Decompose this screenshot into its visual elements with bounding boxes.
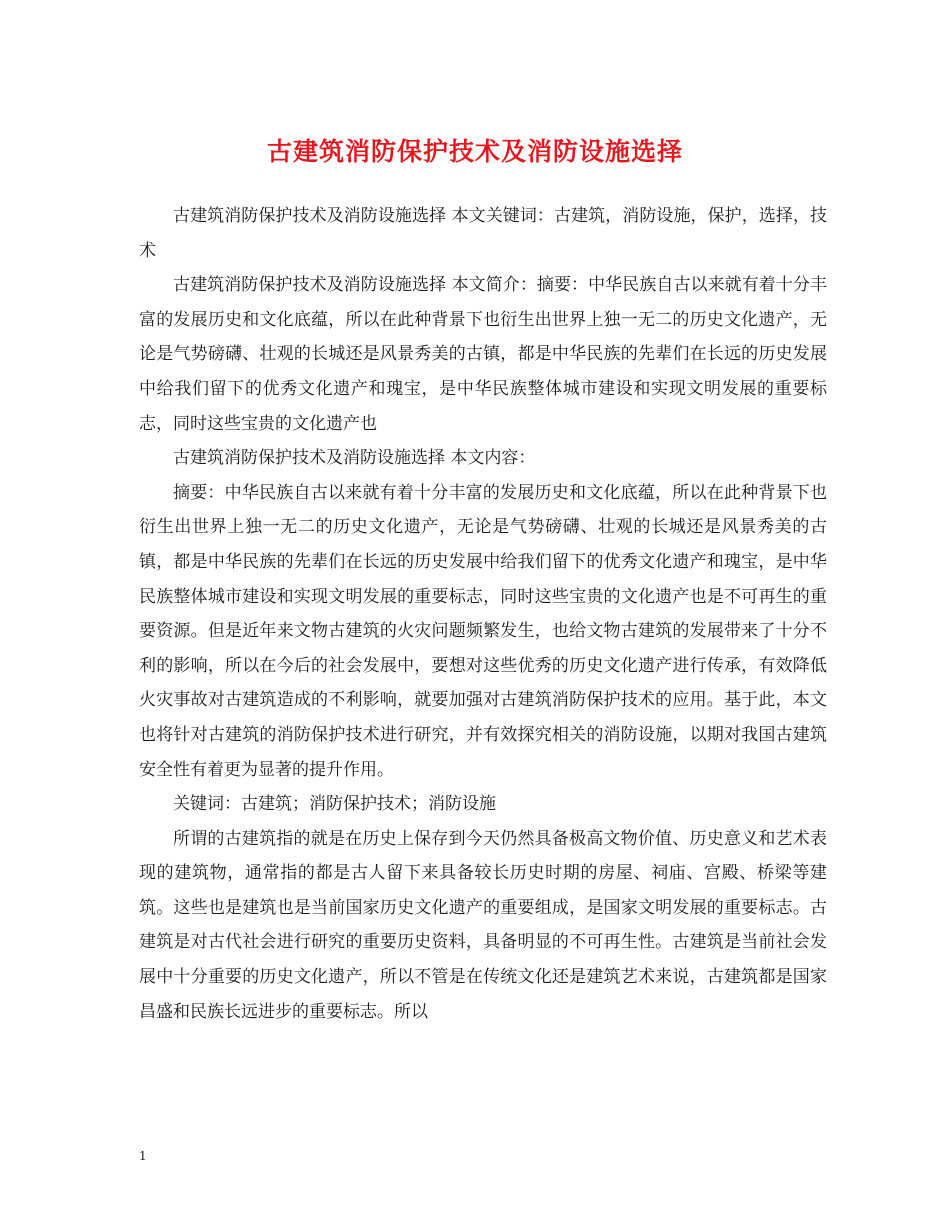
paragraph-summary-intro: 古建筑消防保护技术及消防设施选择 本文简介：摘要：中华民族自古以来就有着十分丰富的发展历史和文化底蕴，所以在此种背景下也衍生出世界上独一无二的历史文化遗产，无论是气势磅礴、壮观的长城还是风景秀美的古镇，都是中华民族的先辈们在长远的历史发展中给我们留下的优秀文化遗产和瑰宝，是中华民族整体城市建设和实现文明发展的重要标志，同时这些宝贵的文化遗产也 (139, 275, 827, 434)
paragraph-content-intro: 古建筑消防保护技术及消防设施选择 本文内容： (173, 448, 536, 469)
paragraph-keywords-intro: 古建筑消防保护技术及消防设施选择 本文关键词：古建筑，消防设施，保护，选择，技术 (139, 206, 827, 261)
paragraph-main-text: 所谓的古建筑指的就是在历史上保存到今天仍然具备极高文物价值、历史意义和艺术表现的建筑物，通常指的都是古人留下来具备较长历史时期的房屋、祠庙、宫殿、桥梁等建筑。这些也是建筑也是当前国家历史文化遗产的重要组成，是国家文明发展的重要标志。古建筑是对古代社会进行研究的重要历史资料，具备明显的不可再生性。古建筑是当前社会发展中十分重要的历史文化遗产，所以不管是在传统文化还是建筑艺术来说，古建筑都是国家昌盛和民族长远进步的重要标志。所以 (139, 828, 827, 1022)
paragraph-keywords: 关键词：古建筑；消防保护技术；消防设施 (173, 794, 496, 815)
paragraph-abstract: 摘要：中华民族自古以来就有着十分丰富的发展历史和文化底蕴，所以在此种背景下也衍生出世界上独一无二的历史文化遗产，无论是气势磅礴、壮观的长城还是风景秀美的古镇，都是中华民族的先辈们在长远的历史发展中给我们留下的优秀文化遗产和瑰宝，是中华民族整体城市建设和实现文明发展的重要标志，同时这些宝贵的文化遗产也是不可再生的重要资源。但是近年来文物古建筑的火灾问题频繁发生，也给文物古建筑的发展带来了十分不利的影响，所以在今后的社会发展中，要想对这些优秀的历史文化遗产进行传承，有效降低火灾事故对古建筑造成的不利影响，就要加强对古建筑消防保护技术的应用。基于此，本文也将针对古建筑的消防保护技术进行研究，并有效探究相关的消防设施，以期对我国古建筑安全性有着更为显著的提升作用。 (139, 482, 827, 780)
document-body (139, 199, 827, 1029)
document-title: 古建筑消防保护技术及消防设施选择 (266, 137, 683, 166)
page-number: 1 (139, 1149, 147, 1163)
